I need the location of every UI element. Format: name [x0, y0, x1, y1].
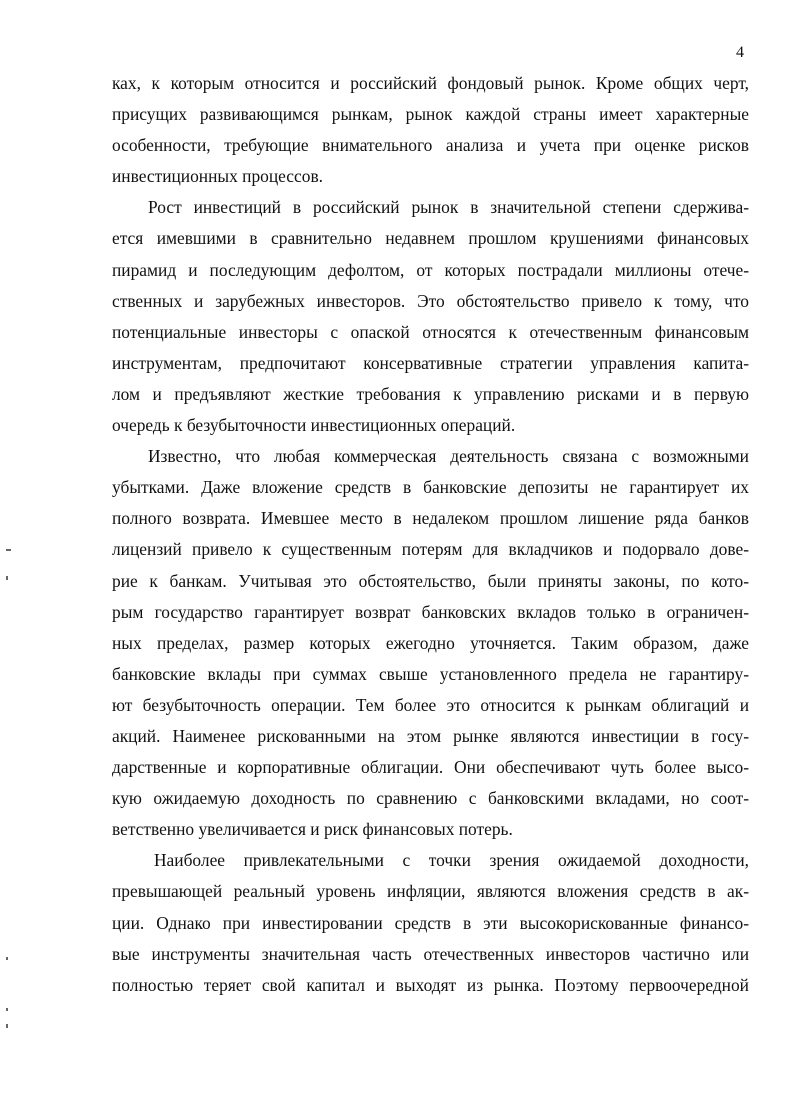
text-line: акций. Наименее рискованными на этом рынке являются инвестиции в госу-	[112, 725, 749, 746]
paragraph-1	[112, 68, 749, 192]
text-line: ветственно увеличивается и риск финансовых потерь.	[112, 819, 513, 840]
text-line: ции. Однако при инвестировании средств в эти высокорискованные финансо-	[112, 912, 749, 933]
text-line: лицензий привело к существенным потерям для вкладчиков и подорвало дове-	[112, 539, 749, 560]
text-line: ственных и зарубежных инвесторов. Это обстоятельство привело к тому, что	[112, 290, 749, 311]
text-line: полностью теряет свой капитал и выходят из рынка. Поэтому первоочередной	[112, 974, 749, 995]
scan-mark	[6, 1024, 8, 1028]
text-line: пирамид и последующим дефолтом, от которых пострадали миллионы отече-	[112, 259, 749, 280]
text-line: присущих развивающимся рынкам, рынок каждой страны имеет характерные	[112, 104, 749, 125]
paragraph-2	[112, 192, 749, 441]
document-body	[112, 68, 749, 1001]
text-line: ют безубыточность операции. Тем более это относится к рынкам облигаций и	[112, 694, 749, 715]
paragraph-4	[112, 845, 749, 1000]
page-number: 4	[736, 44, 744, 61]
text-line: очередь к безубыточности инвестиционных операций.	[112, 415, 516, 436]
scan-mark	[6, 549, 11, 551]
text-line: Известно, что любая коммерческая деятельность связана с возможными	[148, 446, 749, 467]
scan-mark	[6, 576, 8, 580]
text-line: инструментам, предпочитают консервативные стратегии управления капита-	[112, 352, 749, 373]
text-line: банковские вклады при суммах свыше установленного предела не гарантиру-	[112, 663, 749, 684]
paragraph-3	[112, 441, 749, 845]
text-line: инвестиционных процессов.	[112, 166, 323, 187]
text-line: особенности, требующие внимательного анализа и учета при оценке рисков	[112, 135, 749, 156]
text-line: ках, к которым относится и российский фондовый рынок. Кроме общих черт,	[112, 73, 749, 93]
text-line: Наиболее привлекательными с точки зрения ожидаемой доходности,	[154, 850, 749, 871]
text-line: вые инструменты значительная часть отечественных инвесторов частично или	[112, 943, 749, 964]
scan-mark	[6, 957, 8, 960]
text-line: полного возврата. Имевшее место в недалеком прошлом лишение ряда банков	[112, 508, 749, 529]
text-line: кую ожидаемую доходность по сравнению с банковскими вкладами, но соот-	[112, 788, 749, 809]
text-line: рым государство гарантирует возврат банковских вкладов только в ограничен-	[112, 601, 749, 622]
text-line: ных пределах, размер которых ежегодно уточняется. Таким образом, даже	[112, 632, 749, 653]
text-line: ется имевшими в сравнительно недавнем прошлом крушениями финансовых	[112, 228, 749, 249]
text-line: превышающей реальный уровень инфляции, являются вложения средств в ак-	[112, 881, 749, 902]
text-line: дарственные и корпоративные облигации. Они обеспечивают чуть более высо-	[112, 757, 749, 778]
text-line: рие к банкам. Учитывая это обстоятельство, были приняты законы, по кото-	[112, 570, 749, 591]
text-line: Рост инвестиций в российский рынок в значительной степени сдержива-	[148, 197, 749, 218]
text-line: лом и предъявляют жесткие требования к управлению рисками и в первую	[112, 383, 749, 404]
text-line: убытками. Даже вложение средств в банковские депозиты не гарантирует их	[112, 477, 749, 498]
text-line: потенциальные инвесторы с опаской относятся к отечественным финансовым	[112, 321, 749, 342]
scan-mark	[6, 1008, 8, 1011]
